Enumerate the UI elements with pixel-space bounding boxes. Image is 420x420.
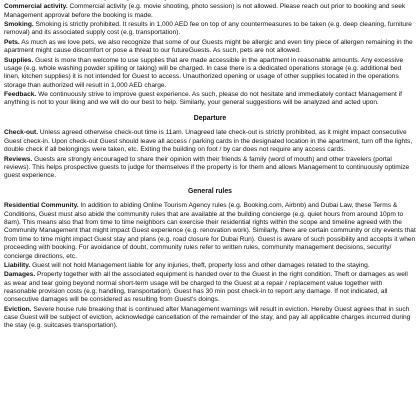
term: Damages. bbox=[4, 271, 36, 279]
text: As much as we love pets, we also recognize that some of our Guests might be allergic and even tiny piece of allergen remaining in the apartment might cause discomfort or pose a threat to our futureGuests. As such, pets are not allowed. bbox=[4, 38, 413, 55]
text: Smoking is strictly prohibited. It results in 1,000 AED fee on top of any countermeasures to be taken (e.g. deep cleaning, furniture removal) and its associated supply cost (e.g. transportation). bbox=[4, 21, 412, 37]
term: Commercial activity. bbox=[4, 3, 68, 11]
text: Property together with all the associated equipment is handed over to the Guest in the right condition. Theft or damages as well as wear and tear going beyond normal short-term usage will be charged to the Guest at a repair / replacement value together with reasonable provision costs (e.g. handling, transportation). Guest has 30 min post check-in to report any damage. If not indicated, all consecutive damages will be considered as resulting from Guest's doings. bbox=[4, 271, 408, 304]
term: Supplies. bbox=[4, 56, 34, 64]
text: Commercial activity (e.g. movie shooting, photo session) is not allowed. Please reach out prior to booking and seek Management approval before the booking is made. bbox=[4, 3, 406, 19]
departure-heading: Departure bbox=[193, 114, 227, 122]
general-eviction bbox=[4, 306, 416, 331]
text: Severe house rule breaking that is continued after Management warnings will result in eviction. Hereby Guest agrees that in such case Guest will be subject of eviction, acknowledge cancellation of the remainder of the stay, and pay all applicable charges incurred during the stay (e.g. suitcases transportation). bbox=[4, 305, 411, 330]
term: Feedback. bbox=[4, 90, 37, 98]
text: Guest will not hold Management liable for any injuries, theft, property loss and other damages related to the staying. bbox=[32, 261, 370, 269]
text: Unless agreed otherwise check-out time is 11am. Unagreed late check-out is strictly prohibited, as it might impact consecutive Guest check-in. Upon check-out Guest should leave all access / parking cards in the designated location in the apartment, turn off the lights, double check if all belongings were taken, etc. Exiting the building on foot / by car does not require any access cards. bbox=[4, 129, 413, 154]
policy-supplies bbox=[4, 57, 416, 90]
policy-feedback bbox=[4, 91, 416, 108]
general-liability bbox=[4, 262, 416, 270]
departure-check-out bbox=[4, 129, 416, 154]
cut-off-line bbox=[4, 0, 416, 2]
general-rules-heading: General rules bbox=[187, 187, 233, 195]
term: Smoking. bbox=[4, 21, 34, 29]
term: Check-out. bbox=[4, 129, 39, 137]
term: Liability. bbox=[4, 261, 31, 269]
text: In addition to abiding Online Tourism Agency rules (e.g. Booking.com, Airbnb) and Dubai Law, these Terms & Conditions, Guest must also abide the community rules that are available at the building concierge (e.g. quiet hours from around 10pm to 8am). This means also that from time to time neighbors can exercise their residential rights within the scope and timeline agreed with the Community Management that might impact Guest experience (e.g. renovation work). Similarly, there are certain community or city events that from time to time might impact Guest stay and plans (e.g. road closure for Dubai Run). Guest is aware of such possibility and accepts it when proceeding with booking. For avoidance of doubt, community rules refer to written rules, community management decisions, security/ concierge directions, etc. bbox=[4, 202, 416, 260]
text: Guest is more than welcome to use supplies that are made accessible in the apartment in reasonable amounts. Any excessive usage (e.g. whole washing powder spilling or taking) will be charged. In case there is a dedicated operations storage (e.g. additional bed linen, kitchen supplies) it is not intended for Guest to access. Unauthorized opening or usage of other supplies located in the operations storage than authorized will result in 1,000 AED charge. bbox=[4, 56, 404, 89]
policy-smoking bbox=[4, 21, 416, 38]
policy-pets bbox=[4, 39, 416, 56]
departure-reviews bbox=[4, 156, 416, 181]
text: Guests are strongly encouraged to share their opinion with their friends & family (word of mouth) and other travelers (portal reviews). This helps prospective guests to judge for themselves if the property is for them and allows Management to continuously optimize guest experience. bbox=[4, 155, 410, 180]
term: Reviews. bbox=[4, 155, 33, 163]
general-residential-community bbox=[4, 202, 416, 261]
term: Pets. bbox=[4, 38, 20, 46]
term: Eviction. bbox=[4, 305, 32, 313]
general-damages bbox=[4, 271, 416, 304]
text: We continuously strive to improve guest experience. As such, please do not hesitate and immediately contact Management if anything is not to your liking and we will do our best to help. Similarly, your general suggestions will be analyzed and acted upon. bbox=[4, 90, 402, 107]
policy-commercial-activity bbox=[4, 3, 416, 20]
term: Residential Community. bbox=[4, 202, 79, 210]
